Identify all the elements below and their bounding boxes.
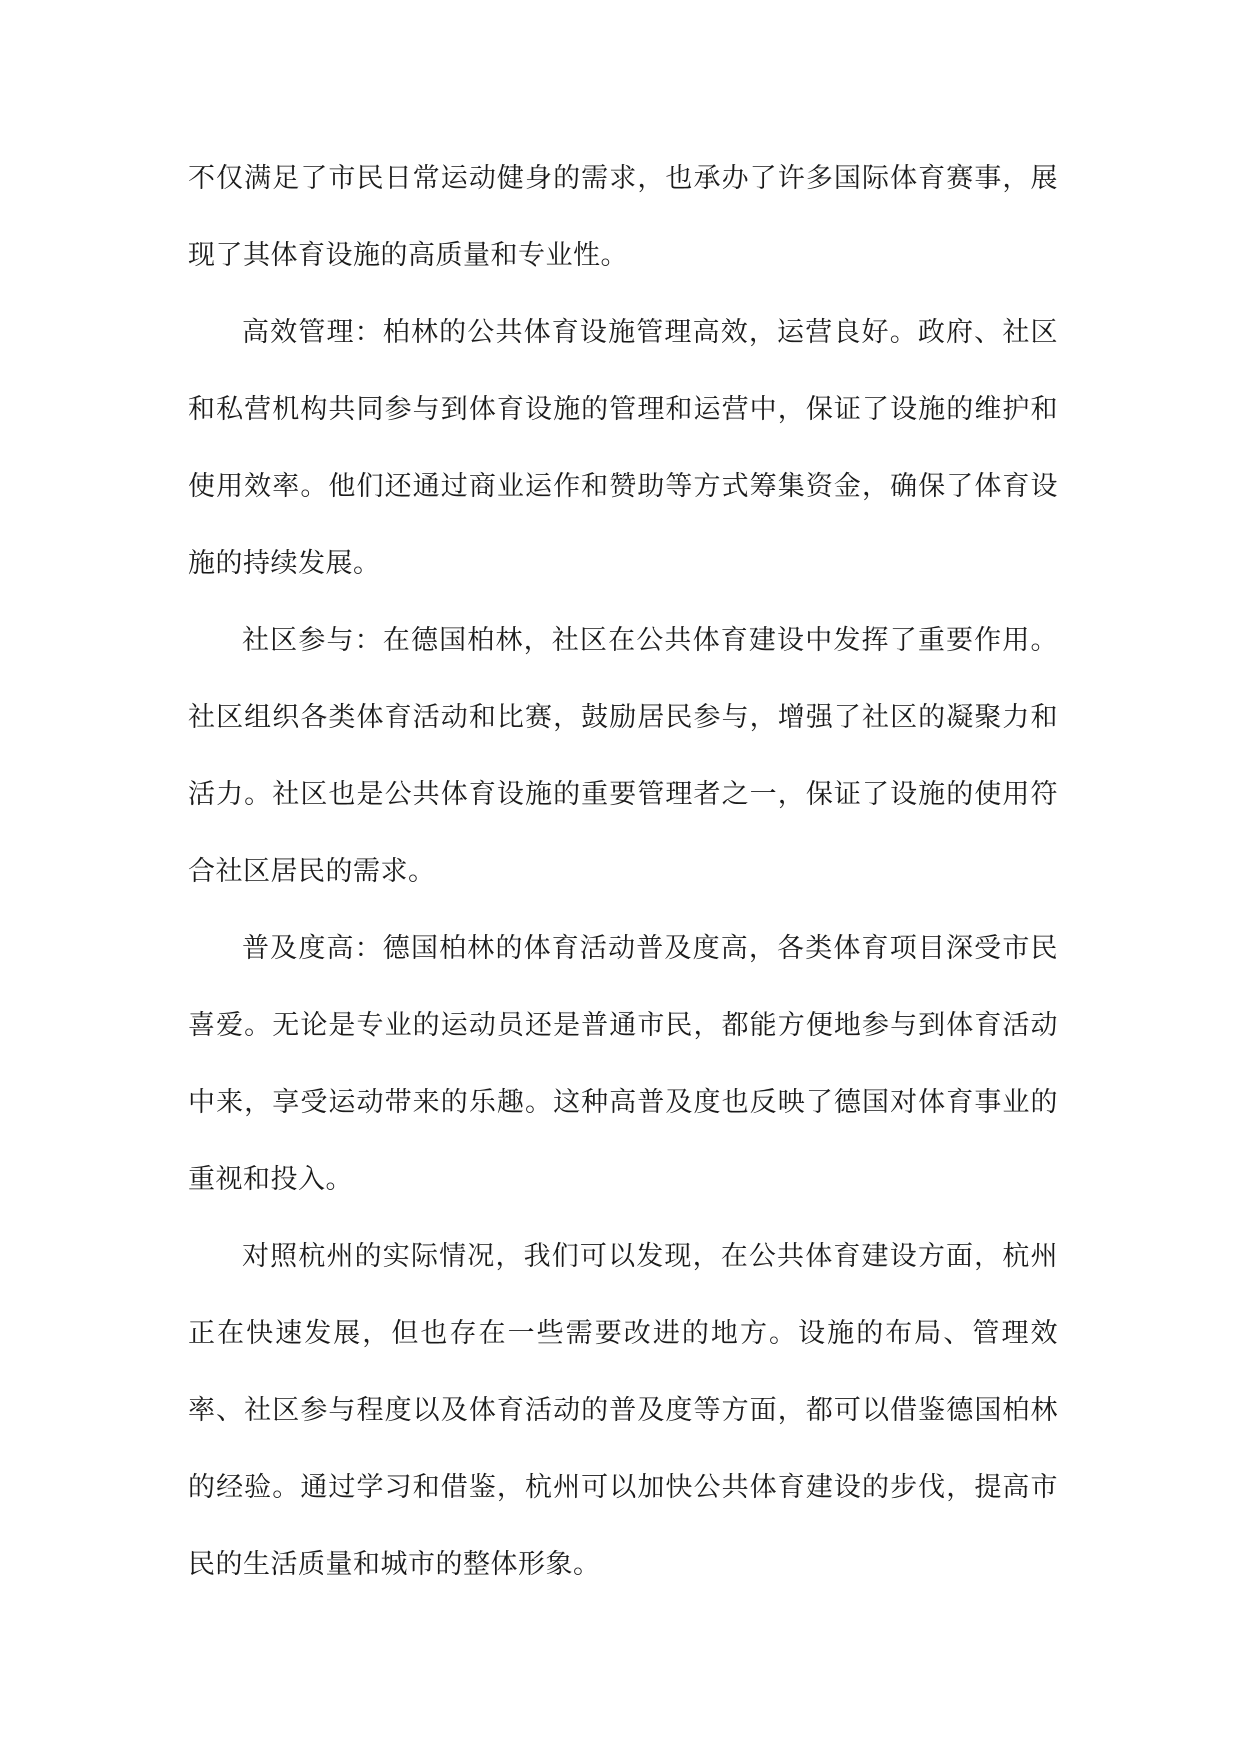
paragraph-community-participation: 社区参与：在德国柏林，社区在公共体育建设中发挥了重要作用。社区组织各类体育活动和比赛，鼓励居民参与，增强了社区的凝聚力和活力。社区也是公共体育设施的重要管理者之一，保证了设施的使用符合社区居民的需求。 [188, 625, 1058, 887]
document-body [188, 140, 1058, 1603]
paragraph-high-popularity: 普及度高：德国柏林的体育活动普及度高，各类体育项目深受市民喜爱。无论是专业的运动员还是普通市民，都能方便地参与到体育活动中来，享受运动带来的乐趣。这种高普及度也反映了德国对体育事业的重视和投入。 [188, 933, 1058, 1195]
paragraph-continuation: 不仅满足了市民日常运动健身的需求，也承办了许多国际体育赛事，展现了其体育设施的高质量和专业性。 [188, 163, 1058, 271]
paragraph-hangzhou-comparison: 对照杭州的实际情况，我们可以发现，在公共体育建设方面，杭州正在快速发展，但也存在一些需要改进的地方。设施的布局、管理效率、社区参与程度以及体育活动的普及度等方面，都可以借鉴德国柏林的经验。通过学习和借鉴，杭州可以加快公共体育建设的步伐，提高市民的生活质量和城市的整体形象。 [188, 1241, 1058, 1580]
paragraph-efficient-management: 高效管理：柏林的公共体育设施管理高效，运营良好。政府、社区和私营机构共同参与到体育设施的管理和运营中，保证了设施的维护和使用效率。他们还通过商业运作和赞助等方式筹集资金，确保了体育设施的持续发展。 [188, 317, 1058, 579]
